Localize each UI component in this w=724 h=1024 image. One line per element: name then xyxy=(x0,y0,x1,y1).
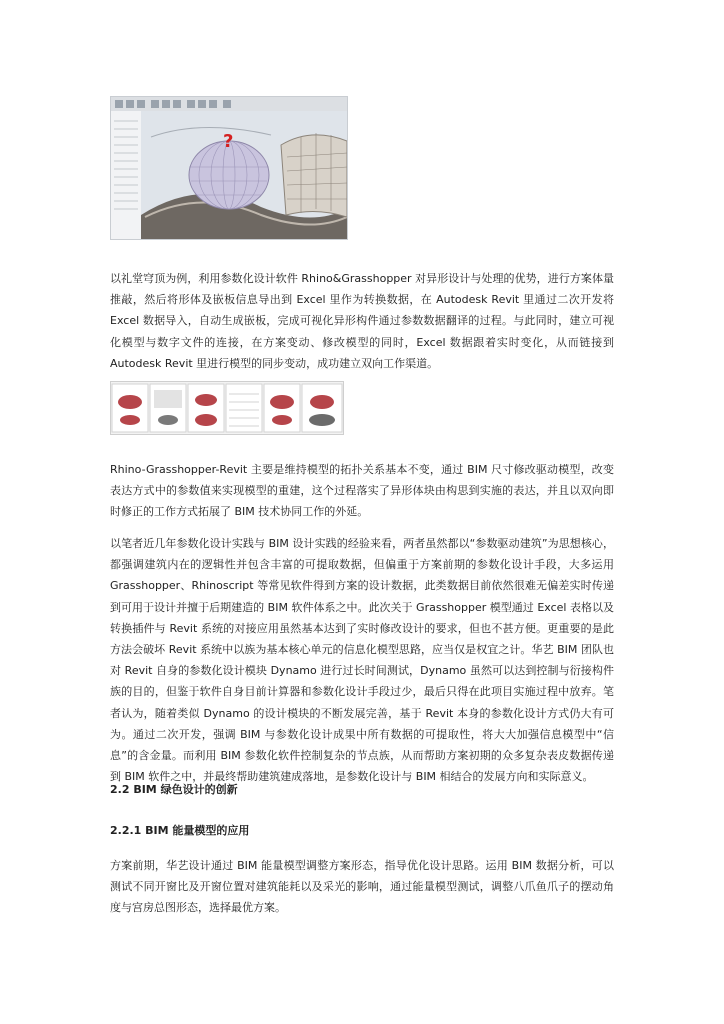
paragraph-1: 以礼堂穹顶为例，利用参数化设计软件 Rhino&Grasshopper 对异形设计与处理的优势，进行方案体量推敲，然后将形体及嵌板信息导出到 Excel 里作为转换数据，在 Autodesk Revit 里通过二次开发将 Excel 数据导入，自动生成嵌板，完成可视化异形构件通过参数数据翻译的过程。与此同时，建立可视化模型与数字文件的连接，在方案变动、修改模型的同时，Excel 数据跟着实时变化，从而链接到 Autodesk Revit 里进行模型的同步变动，成功建立双向工作渠道。 xyxy=(110,272,614,370)
thumb-6 xyxy=(302,384,342,432)
question-mark: ? xyxy=(223,131,234,152)
paragraph-4: 方案前期，华艺设计通过 BIM 能量模型调整方案形态，指导优化设计思路。运用 BIM 数据分析，可以测试不同开窗比及开窗位置对建筑能耗以及采光的影响，通过能量模型测试，调整八爪鱼爪子的摆动角度与宫房总图形态，选择最优方案。 xyxy=(110,859,614,915)
workflow-strip xyxy=(111,382,343,434)
revit-dome-screenshot xyxy=(110,96,348,240)
thumb-4 xyxy=(226,384,262,432)
paragraph-2: Rhino-Grasshopper-Revit 主要是维持模型的拓扑关系基本不变，通过 BIM 尺寸修改驱动模型，改变表达方式中的参数值来实现模型的重建，这个过程落实了异形体块由构思到实施的表达，并且以双向即时修正的工作方式拓展了 BIM 技术协同工作的外延。 xyxy=(110,463,614,519)
subsection-heading-2-2-1: 2.2.1 BIM 能量模型的应用 xyxy=(110,824,250,837)
section-heading-2-2: 2.2 BIM 绿色设计的创新 xyxy=(110,783,238,796)
workflow-thumbnails xyxy=(110,381,344,435)
thumb-3 xyxy=(188,384,224,432)
thumb-5 xyxy=(264,384,300,432)
toolbar-icons xyxy=(115,100,231,108)
thumb-1 xyxy=(112,384,148,432)
properties-panel xyxy=(111,111,141,239)
paragraph-3: 以笔者近几年参数化设计实践与 BIM 设计实践的经验来看，两者虽然都以“参数驱动建筑”为思想核心，都强调建筑内在的逻辑性并包含丰富的可提取数据，但偏重于方案前期的参数化设计手段，大多运用 Grasshopper、Rhinoscript 等常见软件得到方案的设计数据，此类数据目前依然很难无偏差实时传递到可用于设计并擅于后期建造的 BIM 软件体系之中。此次关于 Grasshopper 模型通过 Excel 表格以及转换插件与 Revit 系统的对接应用虽然基本达到了实时修改设计的要求，但也不甚方便。更重要的是此方法会破坏 Revit 系统中以族为基本核心单元的信息化模型思路，应当仅是权宜之计。华艺 BIM 团队也对 Revit 自身的参数化设计模块 Dynamo 进行过长时间测试，Dynamo 虽然可以达到控制与衍接构件族的目的，但鉴于软件自身目前计算器和参数化设计手段过少，最后只得在此项目实施过程中放弃。笔者认为，随着类似 Dynamo 的设计模块的不断发展完善，基于 Revit 本身的参数化设计方式仍大有可为。通过二次开发，强调 BIM 与参数化设计成果中所有数据的可提取性，将大大加强信息模型中“信息”的含金量。而利用 BIM 参数化软件控制复杂的节点族，从而帮助方案初期的众多复杂表皮数据传递到 BIM 软件之中，并最终帮助建筑建成落地，是参数化设计与 BIM 相结合的发展方向和实际意义。 xyxy=(110,537,614,784)
dome-illustration xyxy=(111,97,347,239)
tower-structure xyxy=(281,135,347,217)
thumb-2 xyxy=(150,384,186,432)
